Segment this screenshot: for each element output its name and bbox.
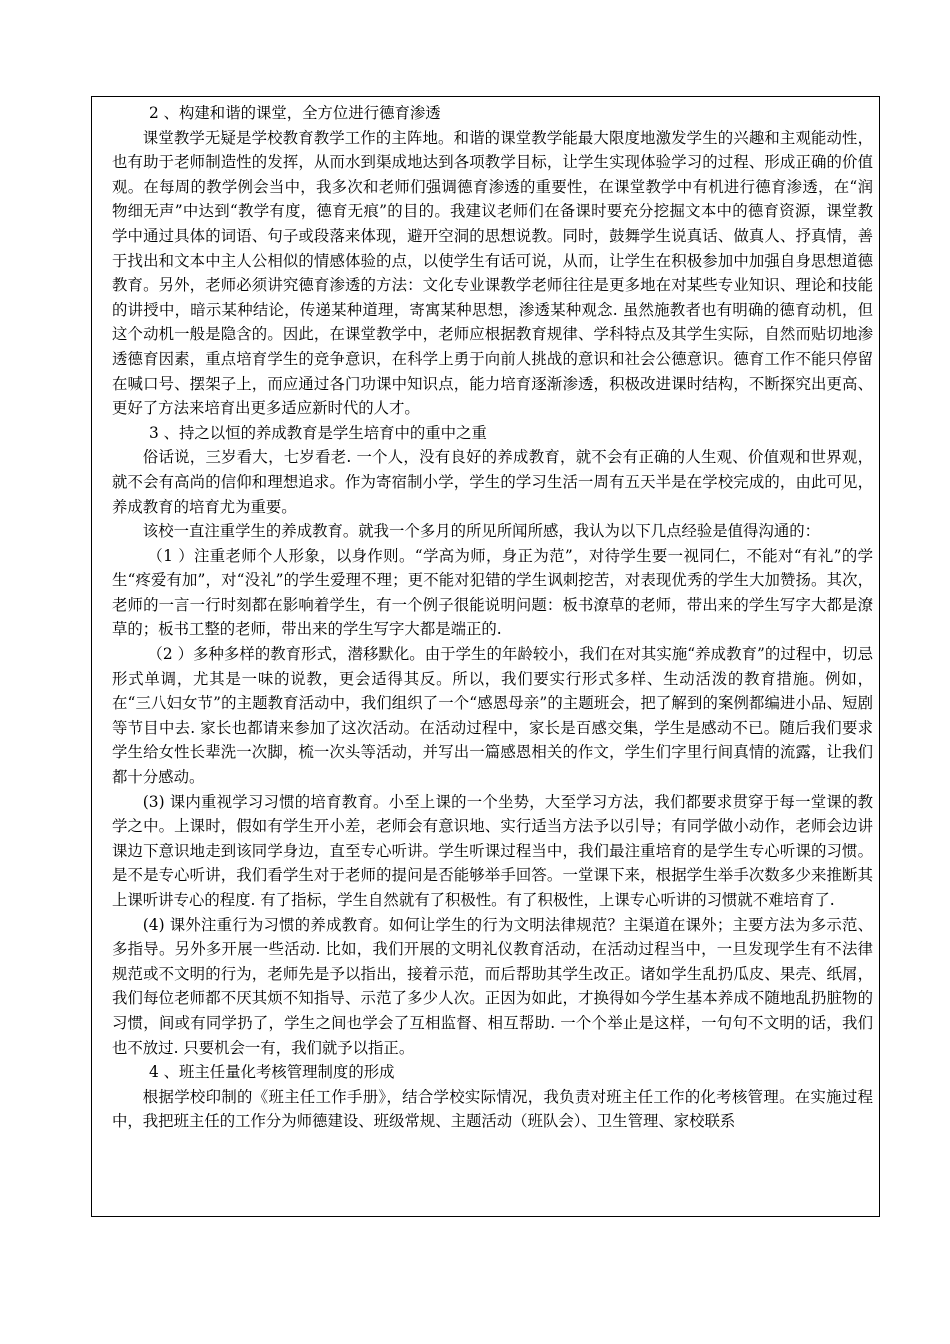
list-item-teacher-image: （1 ）注重老师个人形象，以身作则。“学高为师，身正为范”，对待学生要一视同仁，不能对“有礼”的学生“疼爱有加”，对“没礼”的学生爱理不理；更不能对犯错的学生讽刺挖苦，对表现优秀的学生大加赞扬。其次，老师的一言一行时刻都在影响着学生，有一个例子很能说明问题：板书潦草的老师，带出来的学生写字大都是潦草的；板书工整的老师，带出来的学生写字大都是端正的. — [112, 546, 873, 639]
list-item-education-forms: （2 ）多种多样的教育形式，潜移默化。由于学生的年龄较小，我们在对其实施“养成教育”的过程中，切忌形式单调，尤其是一味的说教，更会适得其反。所以，我们要实行形式多样、生动活泼的教育措施。例如，在“三八妇女节”的主题教育活动中，我们组织了一个“感恩母亲”的主题班会，把了解到的案例都编进小品、短剧等节目中去. 家长也都请来参加了这次活动。在活动过程中，家长是百感交集，学生是感动不已。随后我们要求学生给女性长辈洗一次脚，梳一次头等活动，并写出一篇感恩相关的作文，学生们字里行间真情的流露，让我们都十分感动。 — [112, 645, 873, 787]
section-heading-2: 2 、构建和谐的课堂，全方位进行德育渗透 — [148, 104, 441, 122]
paragraph-proverb: 俗话说，三岁看大，七岁看老. 一个人，没有良好的养成教育，就不会有正确的人生观、价值观和世界观，就不会有高尚的信仰和理想追求。作为寄宿制小学，学生的学习生活一周有五天半是在学校完成的，由此可见，养成教育的培育尤为重要。 — [112, 448, 873, 516]
section-heading-3: 3 、持之以恒的养成教育是学生培育中的重中之重 — [148, 423, 487, 442]
paragraph-classroom: 课堂教学无疑是学校教育教学工作的主阵地。和谐的课堂教学能最大限度地激发学生的兴趣和主观能动性，也有助于老师制造性的发挥，从而水到渠成地达到各项教学目标，让学生实现体验学习的过程、形成正确的价值观。在每周的教学例会当中，我多次和老师们强调德育渗透的重要性，在课堂教学中有机进行德育渗透，在“润物细无声”中达到“教学有度，德育无痕”的目的。我建议老师们在备课时要充分挖掘文本中的德育资源，课堂教学中通过具体的词语、句子或段落来体现，避开空洞的思想说教。同时，鼓舞学生说真话、做真人、抒真情，善于找出和文本中主人公相似的情感体验的点，以使学生有话可说，从而，让学生在积极参加中加强自身思想道德教育。另外，老师必须讲究德育渗透的方法：文化专业课教学老师往往是更多地在对某些专业知识、理论和技能的讲授中，暗示某种结论，传递某种道理，寄寓某种思想，渗透某种观念. 虽然施教者也有明确的德育动机，但这个动机一般是隐含的。因此，在课堂教学中，老师应根据教育规律、学科特点及其学生实际，自然而贴切地渗透德育因素，重点培育学生的竞争意识，在科学上勇于向前人挑战的意识和社会公德意识。德育工作不能只停留在喊口号、摆架子上，而应通过各门功课中知识点，能力培育逐渐渗透，积极改进课时结构，不断探究出更高、更好了方法来培育出更多适应新时代的人才。 — [112, 128, 873, 418]
paragraph-experience-intro: 该校一直注重学生的养成教育。就我一个多月的所见所闻所感，我认为以下几点经验是值得沟通的： — [142, 522, 820, 541]
list-item-behavior-habits: (4) 课外注重行为习惯的养成教育。如何让学生的行为文明法律规范？主渠道在课外；主要方法为多示范、多指导。另外多开展一些活动. 比如，我们开展的文明礼仪教育活动，在活动过程当中，一旦发现学生有不法律规范或不文明的行为，老师先是予以指出，接着示范，而后帮助其学生改正。诸如学生乱扔瓜皮、果壳、纸屑，我们每位老师都不厌其烦不知指导、示范了多少人次。正因为如此，才换得如今学生基本养成不随地乱扔脏物的习惯，间或有同学扔了，学生之间也学会了互相监督、相互帮助. 一个个举止是这样，一句句不文明的话，我们也不放过. 只要机会一有，我们就予以指正。 — [112, 915, 873, 1057]
paragraph-assessment: 根据学校印制的《班主任工作手册》，结合学校实际情况，我负责对班主任工作的化考核管理。在实施过程中，我把班主任的工作分为师德建设、班级常规、主题活动（班队会）、卫生管理、家校联系 — [112, 1087, 873, 1131]
document-frame — [91, 96, 880, 1217]
section-heading-4: 4 、班主任量化考核管理制度的形成 — [148, 1063, 395, 1082]
document-body — [112, 101, 873, 1134]
list-item-study-habits: (3) 课内重视学习习惯的培育教育。小至上课的一个坐势，大至学习方法，我们都要求贯穿于每一堂课的教学之中。上课时，假如有学生开小差，老师会有意识地、实行适当方法予以引导；有同学做小动作，老师会边讲课边下意识地走到该同学身边，直至专心听讲。学生听课过程当中，我们最注重培育的是学生专心听课的习惯。是不是专心听讲，我们看学生对于老师的提问是否能够举手回答。一堂课下来，根据学生举手次数多少来推断其上课听讲专心的程度. 有了指标，学生自然就有了积极性。有了积极性，上课专心听讲的习惯就不难培育了. — [112, 792, 873, 909]
